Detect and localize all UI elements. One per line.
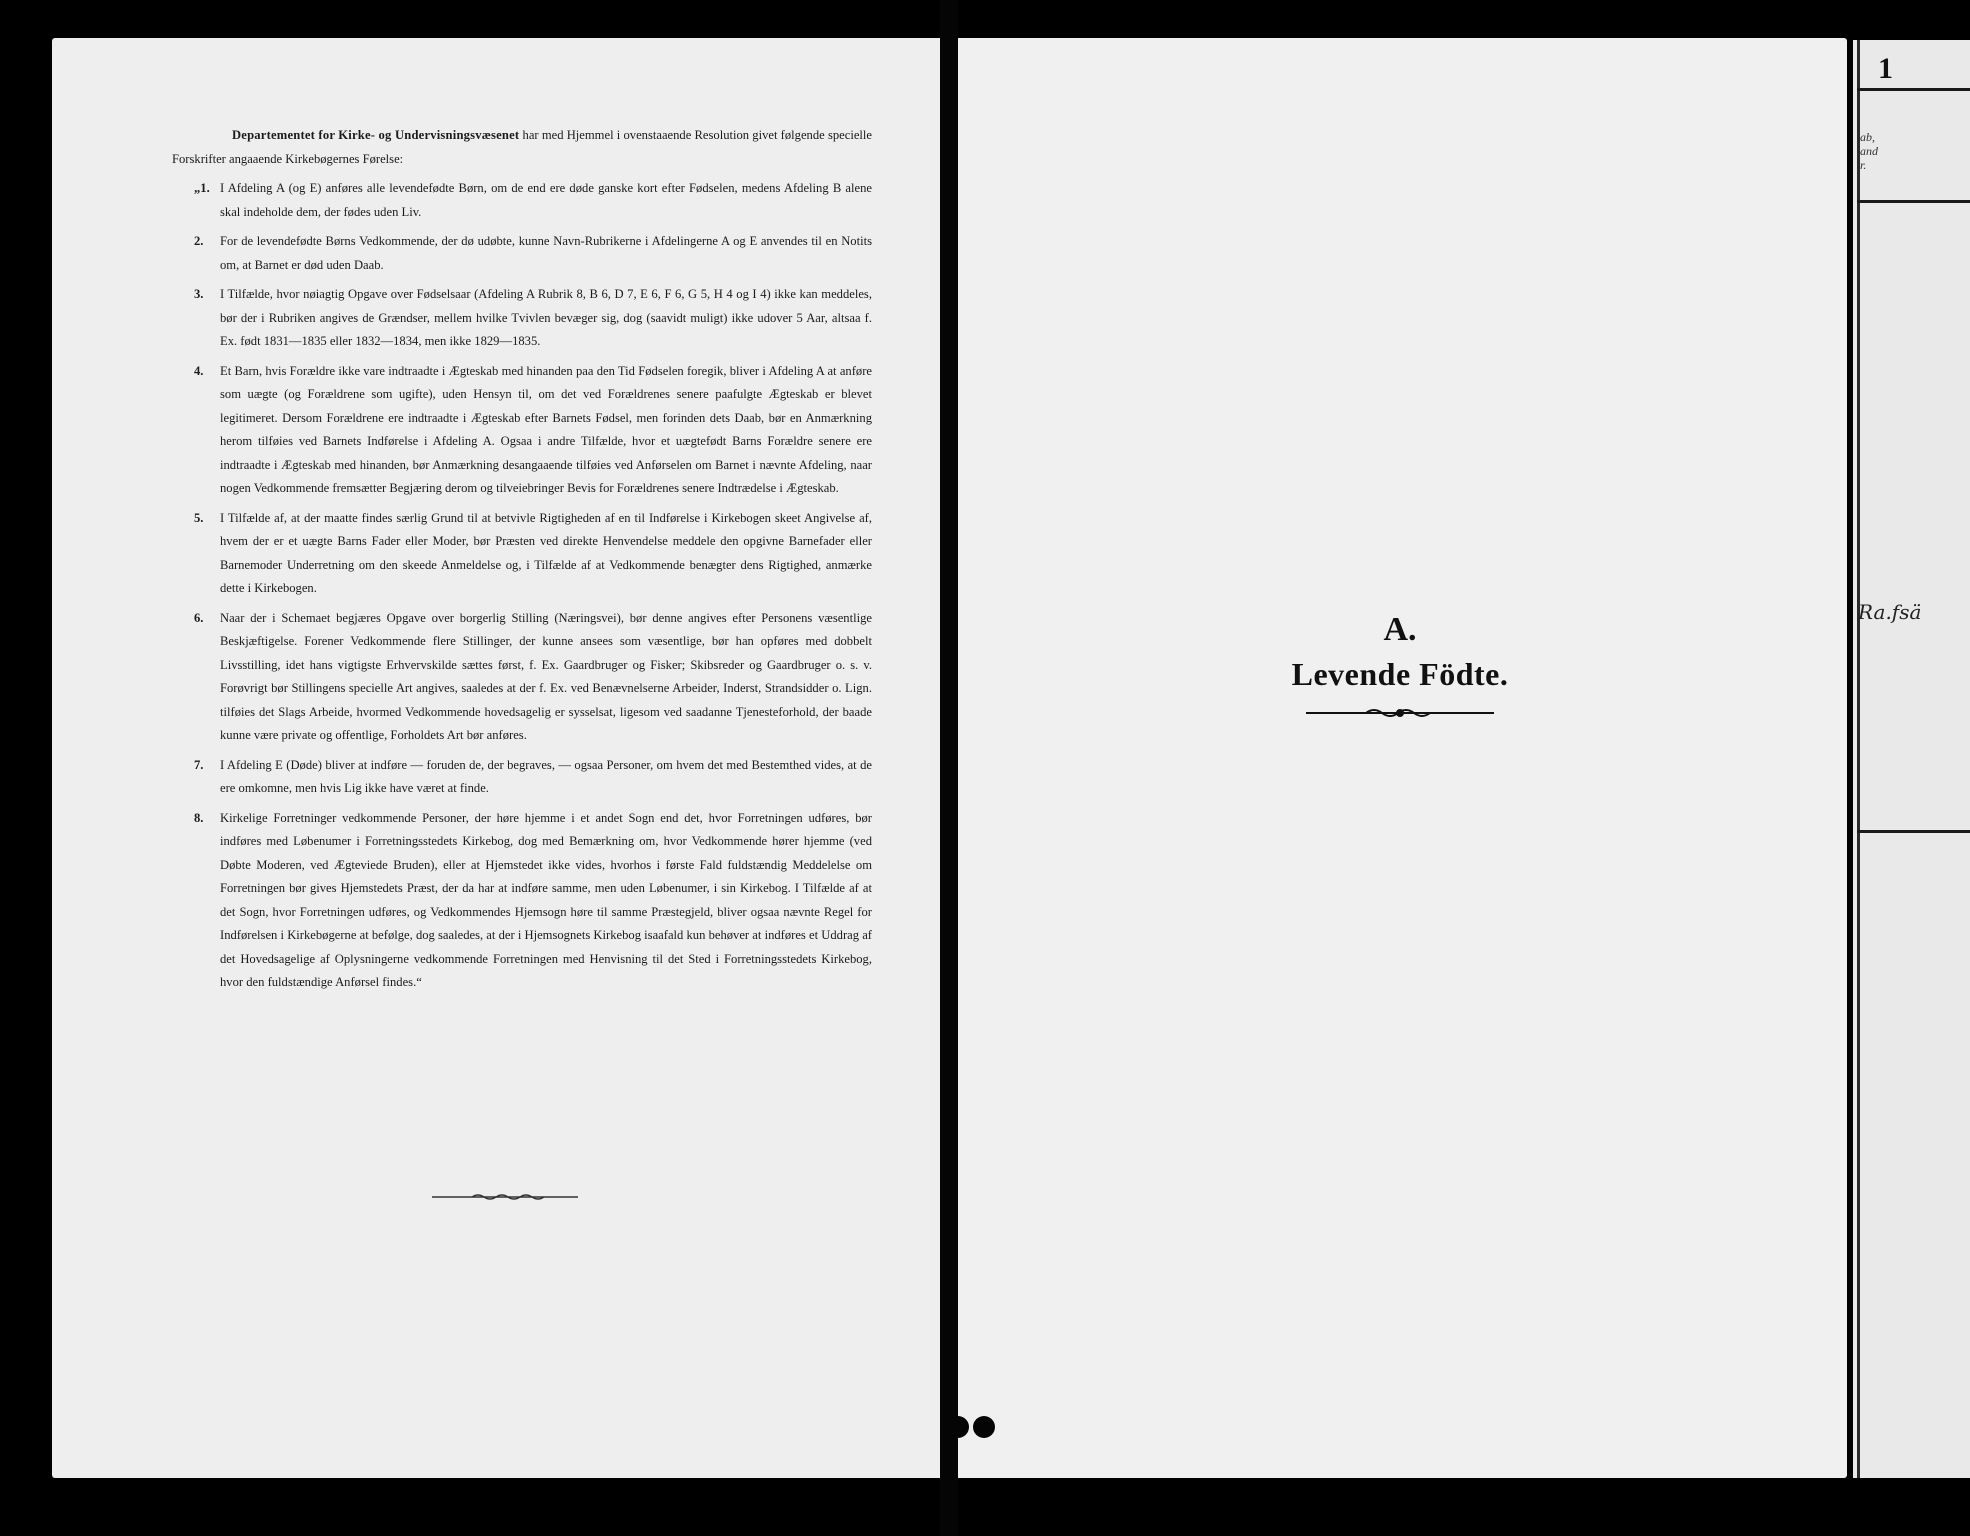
rule-text: Et Barn, hvis Forældre ikke vare indtraadte i Ægteskab med hinanden paa den Tid Fødselen foregik, bliver i Afdeling A at anføre som uægte (og Forældrene som ugifte), uden Hensyn til, om det ved Forældrenes senere paafulgte Ægteskab er blevet legitimeret. Dersom Forældrene ere indtraadte i Ægteskab efter Barnets Fødsel, men forinden dets Daab, bør en Anmærkning herom tilføies ved Barnets Indførelse i Afdeling A. Ogsaa i andre Tilfælde, hvor et uægtefødt Barns Forældre senere ere indtraadte i Ægteskab med hinanden, bør Anmærkning desangaaende tilføies ved Anførselen om Barnet i nævnte Afdeling, naar nogen Vedkommende fremsætter Begjæring derom og tilveiebringer Bevis for Forældrenes senere Indtrædelse i Ægteskab. [220, 363, 872, 495]
rule-item [172, 507, 872, 601]
rule-number: 4. [194, 363, 204, 378]
rule-number: 6. [194, 610, 204, 625]
next-page-rule-1 [1857, 88, 1970, 91]
right-page [958, 38, 1847, 1478]
rule-item [172, 360, 872, 501]
section-letter: A. [1383, 611, 1417, 648]
regulations-intro [172, 124, 872, 171]
rule-number: „1. [194, 181, 210, 195]
rule-text: I Tilfælde af, at der maatte findes særlig Grund til at betvivle Rigtigheden af en til Indførelse i Kirkebogen skeet Angivelse af, hvem der er et uægte Barns Fader eller Moder, bør Præsten ved direkte Henvendelse meddele den opgivne Barnefader eller Barnemoder Underretning om den skeede Anmeldelse og, i Tilfælde af at Vedkommende benægter dens Rigtighed, anmærke dette i Kirkebogen. [220, 510, 872, 595]
book-gutter [940, 0, 958, 1536]
rule-number: 5. [194, 510, 204, 525]
section-title: Levende Födte. [1291, 656, 1509, 692]
rule-number: 2. [194, 234, 204, 248]
rule-text: For de levendefødte Børns Vedkommende, der dø udøbte, kunne Navn-Rubrikerne i Afdelingerne A og E anvendes til en Notits om, at Barnet er død uden Daab. [220, 234, 872, 272]
rule-item [172, 283, 872, 354]
rule-text: I Tilfælde, hvor nøiagtig Opgave over Fødselsaar (Afdeling A Rubrik 8, B 6, D 7, E 6, F 6, G 5, H 4 og I 4) ikke kan meddeles, bør der i Rubriken angives de Grændser, mellem hvilke Tvivlen bevæger sig, dog (saavidt muligt) ikke udover 5 Aar, altsaa f. Ex. født 1831—1835 eller 1832—1834, men ikke 1829—1835. [220, 287, 872, 348]
next-page-scribble: ab, and r. [1860, 130, 1878, 172]
rule-text: I Afdeling E (Døde) bliver at indføre — foruden de, der begraves, — ogsaa Personer, om hvem det med Bestemthed vides, at de ere omkomne, men hvis Lig ikke have været at finde. [220, 757, 872, 795]
regulations-text [172, 124, 872, 995]
rule-number: 7. [194, 757, 204, 772]
rule-number: 8. [194, 810, 204, 825]
next-page-rule-vertical [1857, 40, 1860, 1478]
rules-list [172, 177, 872, 995]
right-ornament-divider [1306, 706, 1494, 720]
next-page-rule-3 [1857, 830, 1970, 833]
rule-item [172, 230, 872, 277]
next-page-handwriting: Ra.fsä [1858, 600, 1922, 624]
rule-item [172, 807, 872, 995]
rule-number: 3. [194, 287, 204, 301]
intro-text: har med Hjemmel i ovenstaaende Resolution givet følgende specielle Forskrifter angaaende Kirkebøgernes Førelse: [172, 128, 872, 166]
rule-item [172, 177, 872, 224]
rule-item [172, 754, 872, 801]
next-page-number: 1 [1878, 52, 1893, 85]
rule-text: Kirkelige Forretninger vedkommende Personer, der høre hjemme i et andet Sogn end det, hvor Forretningen udføres, bør indføres med Løbenumer i Forretningsstedets Kirkebog, dog med Bemærkning om, hvor Vedkommende hører hjemme (ved Døbte Moderen, ved Ægteviede Bruden), eller at Hjemstedet ikke vides, hvorhos i første Fald fuldstændig Meddelelse om Forretningen bør gives Hjemstedets Præst, der da har at indføre samme, men uden Løbenumer, i sin Kirkebog. I Tilfælde af at det Sogn, hvor Forretningen udføres, og Vedkommendes Hjemsogn høre til samme Præstegjeld, bliver ogsaa nævnte Regel for Indførelsen i Kirkebøgerne at befølge, dog saaledes, at der i Hjemsognets Kirkebog isaafald kun behøver at indføres et Uddrag af det Hovedsagelige af Oplysningerne vedkommende Forretningen med Henvisning til det Sted i Forretningsstedets Kirkebog, hvor den fuldstændige Anførsel findes.“ [220, 810, 872, 989]
next-page-rule-2 [1857, 200, 1970, 203]
rule-text: I Afdeling A (og E) anføres alle levendefødte Børn, om de end ere døde ganske kort efter Fødselen, medens Afdeling B alene skal indeholde dem, der fødes uden Liv. [220, 181, 872, 219]
rule-item [172, 607, 872, 748]
left-ornament-divider [432, 1192, 578, 1202]
binding-holes-icon [944, 1410, 998, 1444]
next-page-edge [1853, 40, 1970, 1478]
rule-text: Naar der i Schemaet begjæres Opgave over borgerlig Stilling (Næringsvei), bør denne angives efter Personens væsentlige Beskjæftigelse. Forener Vedkommende flere Stillinger, der kunne ansees som væsentlige, bør han opføres med dobbelt Livsstilling, idet hans vigtigste Erhvervskilde sættes først, f. Ex. Gaardbruger og Fisker; Skibsreder og Gaardbruger o. s. v. Forøvrigt bør Stillingens specielle Art angives, saaledes at der f. Ex. ved Benævnelserne Arbeider, Inderst, Strandsidder o. Lign. tilføies det Slags Arbeide, hvormed Vedkommende hovedsagelig er sysselsat, ligesom ved saadanne Tjenesteforhold, der baade kunne være private og offentlige, Forholdets Art bør anføres. [220, 610, 872, 742]
department-name: Departementet for Kirke- og Undervisningsvæsenet [232, 128, 520, 142]
section-heading [1240, 608, 1560, 696]
